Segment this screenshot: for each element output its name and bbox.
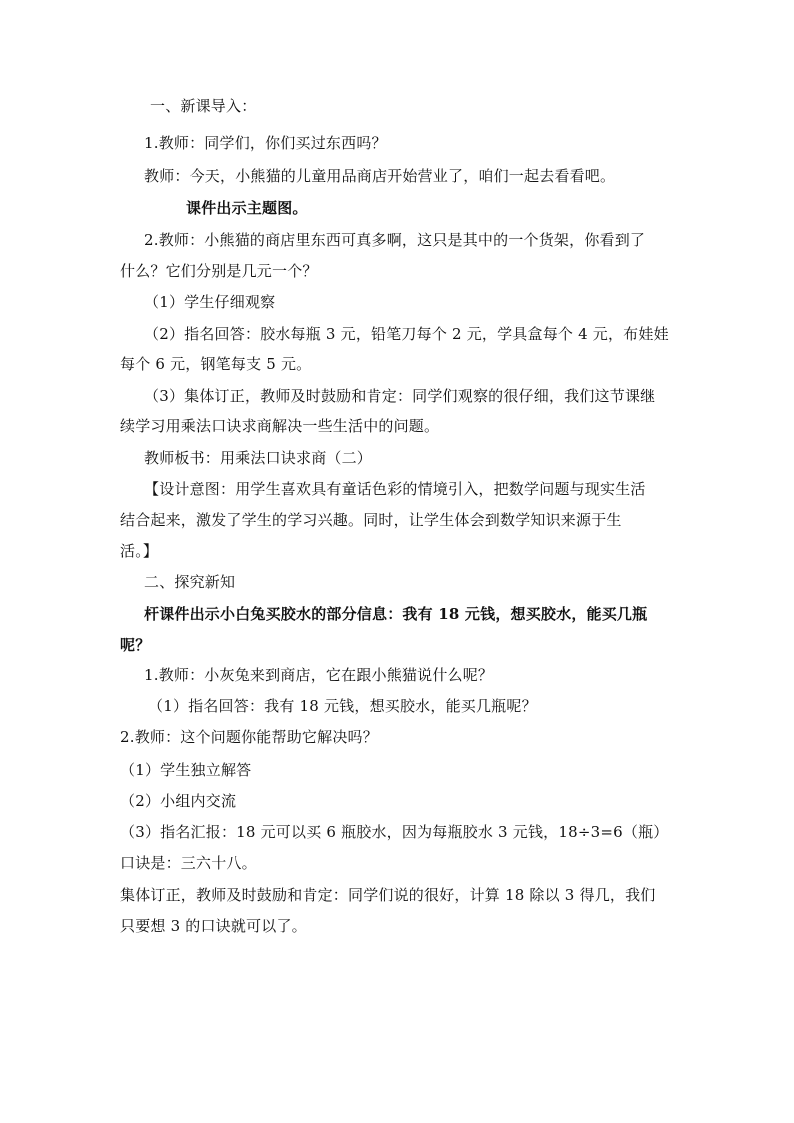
paragraph-line: 1.教师：同学们，你们买过东西吗？ bbox=[144, 134, 387, 152]
paragraph-line: （1）学生仔细观察 bbox=[144, 293, 276, 311]
paragraph-line: 口诀是：三六十八。 bbox=[120, 854, 257, 872]
paragraph-line: 续学习用乘法口诀求商解决一些生活中的问题。 bbox=[120, 417, 440, 435]
paragraph-line: 1.教师：小灰兔来到商店，它在跟小熊猫说什么呢？ bbox=[144, 666, 494, 684]
paragraph-line: （1）学生独立解答 bbox=[120, 761, 252, 779]
design-intent-line: 【设计意图：用学生喜欢具有童话色彩的情境引入，把数学问题与现实生活 bbox=[144, 480, 646, 498]
paragraph-line: （3）集体订正，教师及时鼓励和肯定：同学们观察的很仔细，我们这节课继 bbox=[144, 387, 656, 405]
board-title-line: 教师板书：用乘法口诀求商（二） bbox=[144, 449, 373, 467]
paragraph-line: 2.教师：这个问题你能帮助它解决吗？ bbox=[120, 728, 378, 746]
bold-note-line: 呢？ bbox=[120, 636, 151, 654]
paragraph-line: （1）指名回答：我有 18 元钱，想买胶水，能买几瓶呢？ bbox=[148, 697, 537, 715]
design-intent-line: 活。】 bbox=[120, 542, 159, 560]
bold-note-line: 课件出示主题图。 bbox=[186, 199, 308, 217]
paragraph-line: （3）指名汇报：18 元可以买 6 瓶胶水，因为每瓶胶水 3 元钱，18÷3=6（瓶） bbox=[120, 823, 669, 841]
paragraph-line: 每个 6 元，钢笔每支 5 元。 bbox=[120, 355, 312, 373]
paragraph-line: 只要想 3 的口诀就可以了。 bbox=[120, 917, 307, 935]
bold-note-line: 杆课件出示小白兔买胶水的部分信息：我有 18 元钱，想买胶水，能买几瓶 bbox=[144, 605, 648, 623]
paragraph-line: 什么？它们分别是几元一个？ bbox=[120, 262, 318, 280]
paragraph-line: 2.教师：小熊猫的商店里东西可真多啊，这只是其中的一个货架，你看到了 bbox=[144, 231, 646, 249]
paragraph-line: （2）小组内交流 bbox=[120, 792, 237, 810]
paragraph-line: （2）指名回答：胶水每瓶 3 元，铅笔刀每个 2 元，学具盒每个 4 元，布娃娃 bbox=[144, 325, 669, 343]
section-heading-explore: 二、探究新知 bbox=[144, 573, 236, 591]
paragraph-line: 集体订正，教师及时鼓励和肯定：同学们说的很好，计算 18 除以 3 得几，我们 bbox=[120, 886, 656, 904]
design-intent-line: 结合起来，激发了学生的学习兴趣。同时，让学生体会到数学知识来源于生 bbox=[120, 511, 622, 529]
paragraph-line: 教师：今天，小熊猫的儿童用品商店开始营业了，咱们一起去看看吧。 bbox=[144, 167, 616, 185]
section-heading-intro: 一、新课导入： bbox=[150, 97, 257, 115]
